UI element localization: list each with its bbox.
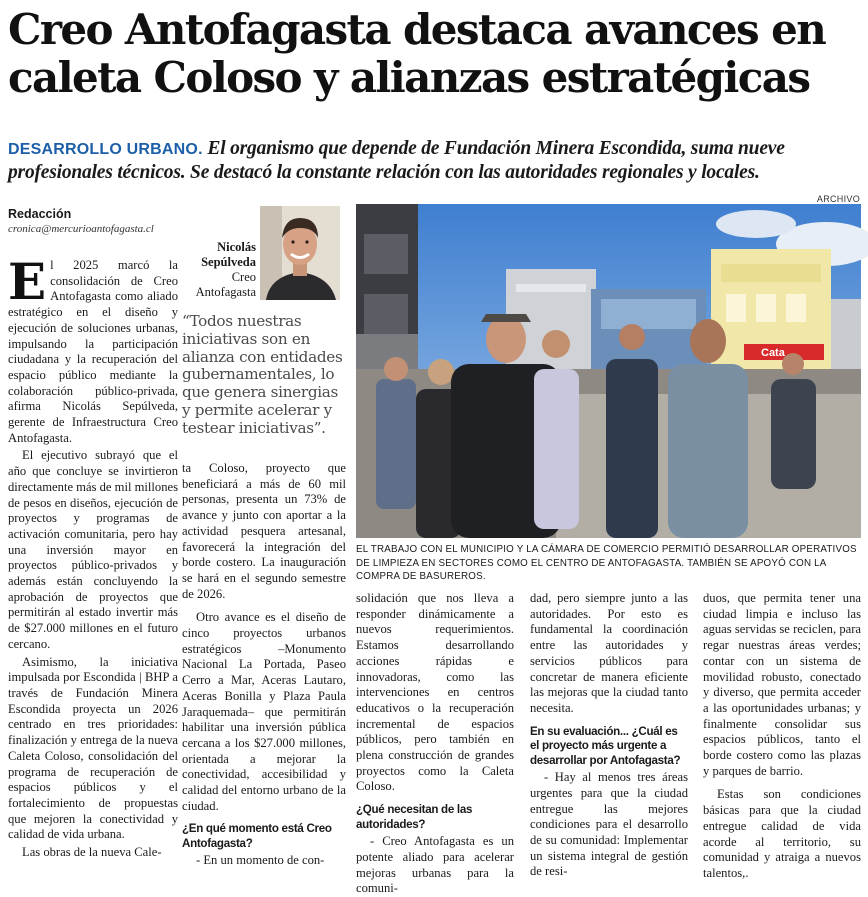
body-paragraph: ta Coloso, proyecto que beneficiará a más de 60 mil personas, presenta un 73% de avance y junto con aportar a la actividad pesquera artesanal, favorecerá la integración del borde costero. La inauguración se hará en el segundo semestre de 2026. [182,461,346,601]
headline [8,6,860,102]
byline-email: cronica@mercurioantofagasta.cl [8,223,154,235]
body-paragraph: - En un momento de con- [196,853,325,868]
body-paragraph: duos, que permita tener una ciudad limpia e incluso las aguas servidas se reciclen, para regar nuestras áreas verdes; contar con un sistema de movilidad robusto, conectado y diverso, que permita acceder a las oportunidades urbanas; y finalmente consolidar sus espacios públicos, tanto el borde costero como las plazas y parques de barrio. [703,591,861,778]
body-paragraph: - Creo Antofagasta es un potente aliado para acelerar mejoras urbanas para la comuni- [356,834,514,896]
interview-question: ¿Qué necesitan de las autoridades? [356,803,473,831]
interview-question: En su evaluación... ¿Cuál es el proyecto más urgente a desarrollar por Antofagasta? [530,724,681,767]
deck-text: El organismo que depende de Fundación Minera Escondida, suma nueve profesionales técnicos. Se destacó la constante relación con las autoridades regionales y locales. [8,138,785,183]
body-column-4 [530,591,688,879]
portrait-name: Nicolás Sepúlveda [201,240,256,269]
body-column-3 [356,591,514,896]
body-paragraph: Estas son condiciones básicas para que la ciudad entregue calidad de vida acorde al territorio, su comunidad y atraiga a nuevos talentos,. [703,787,861,880]
body-paragraph: Las obras de la nueva Cale- [22,845,162,860]
headline-line-2: caleta Coloso y alianzas estratégicas [8,53,810,102]
portrait-image [260,206,340,300]
byline-author: Redacción [8,207,72,221]
street-scene-image [356,204,861,538]
body-paragraph: solidación que nos lleva a responder dinámicamente a nuevos requerimientos. Estamos desarrollando acciones rápidas e innovadoras, como las intervenciones en centros educativos o la recuperación incremental de espacios públicos, pero también en plena construcción de grandes proyectos como la Caleta Coloso. [356,591,514,794]
storefront-sign: Cata [761,347,785,359]
body-column-1 [8,252,178,870]
body-paragraph: Otro avance es el diseño de cinco proyectos urbanos estratégicos –Monumento Nacional La Portada, Paseo Cerro a Mar, Aceras Lautaro, Aceras Bonilla y Plaza Paula Jaraquemada– que permitirán habilitar una inversión pública cercana a los $27.000 millones, orientada a mejorar la conectividad, accesibilidad y calidad del entorno urbano de la ciudad. [182,610,346,813]
portrait-caption [182,240,256,300]
body-column-5 [703,591,861,880]
drop-cap: E [8,252,47,311]
portrait-photo [260,206,340,300]
main-photo [356,204,861,538]
body-paragraph: Asimismo, la iniciativa impulsada por Escondida | BHP a través de Fundación Minera Escondida proyecta un 2026 centrado en tres prioridades: finalización y entrega de la nueva Caleta Coloso, consolidación del programa de recuperación de espacios públicos y el fortalecimiento de propuestas que mejoren la conectividad y calidad de vida urbana. [8,654,178,842]
pull-quote: “Todos nuestras iniciativas son en alianza con entidades gubernamentales, lo que genera sinergias y permite acelerar y testear iniciativas”. [182,312,343,437]
body-column-2 [182,461,346,870]
byline [8,207,178,235]
section-label: DESARROLLO URBANO. [8,141,203,158]
body-paragraph: - Hay al menos tres áreas urgentes para que la ciudad entregue las mejores condiciones para el desarrollo de su comunidad: Implementar un sistema integral de gestión de resi- [530,770,688,879]
interview-question: ¿En qué momento está Creo Antofagasta? [182,822,332,850]
body-paragraph: El ejecutivo subrayó que el año que concluye se invirtieron directamente más de mil millones de pesos en diseños, ejecución de proyectos y programas de activación comunitaria, pero hay una inversión mayor en proyectos público-privados y además están concluyendo la aprobación de proyectos que permitirán al estado invertir más de $27.000 millones en el futuro cercano. [8,448,178,651]
body-paragraph: dad, pero siempre junto a las autoridades. Por esto es fundamental la coordinación entre las autoridades y servicios públicos para concretar de manera eficiente las mejoras que la ciudad tanto necesita. [530,591,688,715]
photo-credit: ARCHIVO [816,194,860,204]
headline-line-1: Creo Antofagasta destaca avances en [8,5,826,54]
portrait-role: Creo Antofagasta [195,270,256,299]
deck [8,137,860,184]
body-paragraph: El 2025 marcó la consolidación de Creo Antofagasta como aliado estratégico en el diseño y ejecución de soluciones urbanas, impulsando la participación ciudadana y la recuperación del espacio público mediante la colaboración público-privada, afirma Nicolás Sepúlveda, gerente de Infraestructura Creo Antofagasta. [8,252,178,445]
photo-caption: EL TRABAJO CON EL MUNICIPIO Y LA CÁMARA DE COMERCIO PERMITIÓ DESARROLLAR OPERATIVOS DE LIMPIEZA EN SECTORES COMO EL CENTRO DE ANTOFAGASTA. TAMBIÉN SE APOYÓ CON LA COMPRA DE BASUREROS. [356,544,857,582]
